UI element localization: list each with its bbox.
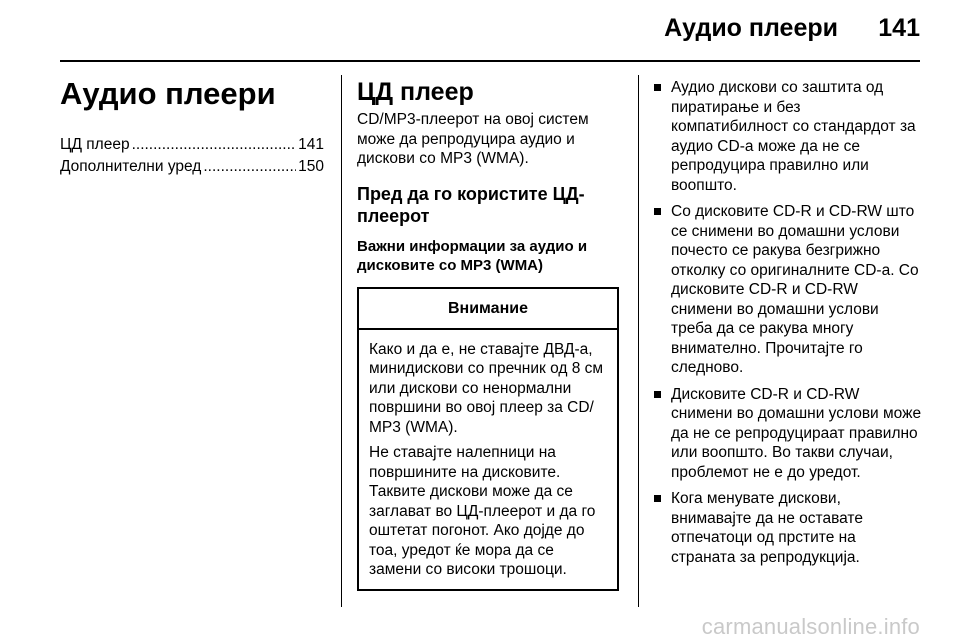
chapter-title: Аудио плеери: [60, 76, 276, 111]
bullet-square-icon: [654, 84, 661, 91]
toc-leader-dots: [132, 134, 297, 156]
bullet-item: [654, 202, 922, 378]
column-divider-2: [638, 75, 639, 607]
toc-entry-label: ЦД плеер: [60, 136, 130, 153]
bullet-square-icon: [654, 495, 661, 502]
page-header-title: Аудио плеери: [664, 14, 838, 42]
bullet-text: Дисковите CD-R и CD-RW снимени во домашни услови може да не се репродуцираат правилно или воопшто. Во такви случаи, проблемот не е до уредот.: [671, 385, 922, 481]
section-title: ЦД плеер: [357, 78, 474, 106]
toc-entry-page: 141: [298, 136, 324, 153]
bullet-item: [654, 489, 922, 567]
notice-paragraph: Не ставајте налепници на површините на дисковите. Таквите дискови може да се заглават во ЦД-плеерот и да го оштетат погонот. Ако дојде до тоа, уредот ќе мора да се замени со високи трошоци.: [369, 444, 596, 578]
section-column: [357, 78, 622, 591]
column-divider-1: [341, 75, 342, 607]
toc-entry-page: 150: [298, 158, 324, 175]
bullet-item: [654, 78, 922, 195]
toc-entry-label: Дополнителни уред: [60, 158, 202, 175]
bullet-text: Со дисковите CD-R и CD-RW што се снимени во домашни услови почесто се ракува безгрижно отколку со оригиналните CD-а. Со дисковите CD-R и CD-RW снимени во домашни услови треба да се ракува многу внимателно. Прочитајте го следново.: [671, 203, 919, 376]
toc-entry[interactable]: [60, 134, 324, 156]
toc-leader-dots: [203, 156, 296, 178]
section-intro: CD/MP3-плеерот на овој систем може да репродуцира аудио и дискови со MP3 (WMA).: [357, 111, 589, 167]
notice-box: [357, 287, 619, 591]
subsubheading: Важни информации за аудио и дисковите со MP3 (WMA): [357, 237, 588, 274]
watermark: carmanualsonline.info: [701, 614, 920, 639]
page-number: 141: [878, 14, 920, 42]
subheading: Пред да го користите ЦД-плеерот: [357, 183, 585, 226]
bullet-square-icon: [654, 391, 661, 398]
bullet-text: Кога менувате дискови, внимавајте да не оставате отпечатоци од прстите на страната за репродукција.: [671, 490, 863, 566]
header-divider: [60, 60, 920, 62]
chapter-column: [60, 76, 324, 178]
notice-body: [359, 330, 617, 589]
bullet-column: [654, 78, 922, 574]
bullet-text: Аудио дискови со заштита од пиратирање и без компатибилност со стандардот за аудио CD-а може да не се репродуцира правилно или воопшто.: [671, 79, 916, 194]
notice-title: Внимание: [359, 289, 617, 330]
notice-paragraph: Како и да е, не ставајте ДВД-а, минидискови со пречник од 8 см или дискови со ненормални површини во овој плеер за CD/ MP3 (WMA).: [369, 340, 604, 436]
toc-entry[interactable]: [60, 156, 324, 178]
bullet-item: [654, 385, 922, 483]
bullet-square-icon: [654, 208, 661, 215]
